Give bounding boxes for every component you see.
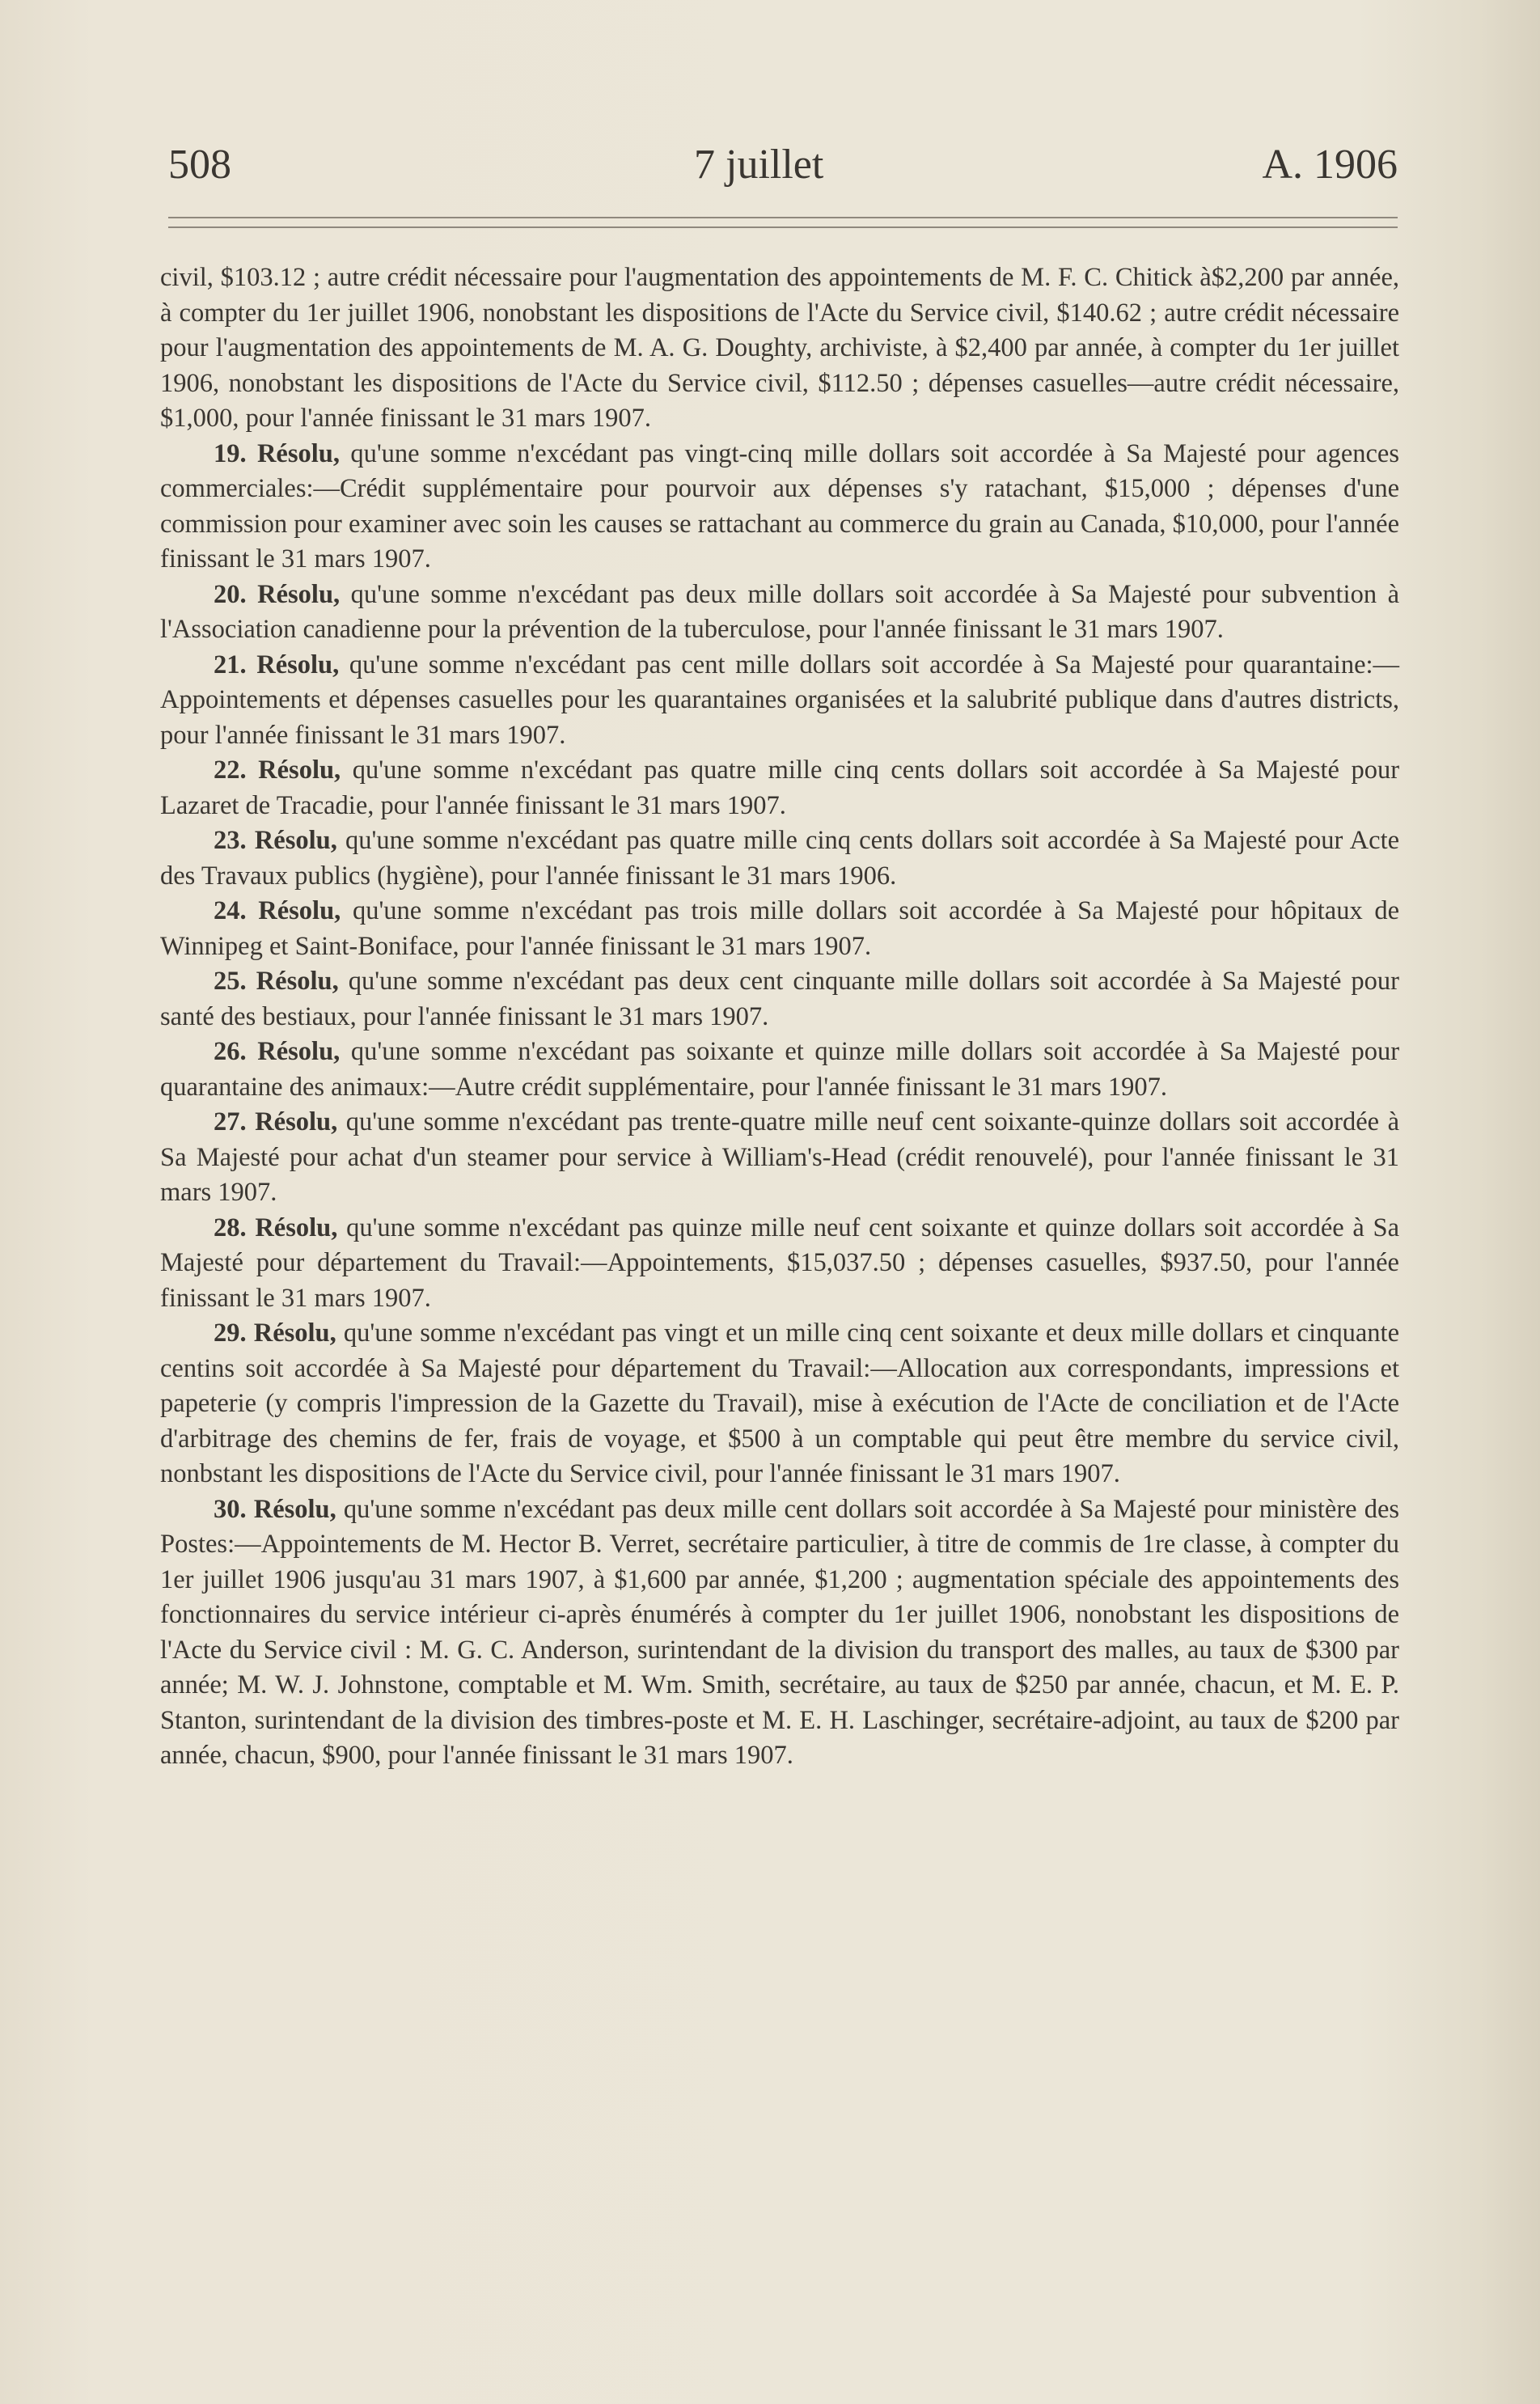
resolution-24 (160, 894, 1399, 964)
resolution-text: qu'une somme n'excédant pas quatre mille cinq cents dollars soit accordée à Sa Majesté pour Lazaret de Tracadie, pour l'année finissant le 31 mars 1907. (160, 755, 1400, 820)
resolution-27 (160, 1105, 1399, 1211)
resolution-text: qu'une somme n'excédant pas trente-quatre mille neuf cent soixante-quinze dollars soit accordée à Sa Majesté pour achat d'un steamer pour service à William's-Head (crédit renouvelé), pour l'année finissant le 31 mars 1907. (160, 1107, 1400, 1207)
resolution-20 (160, 578, 1399, 648)
resolution-keyword: Résolu, (256, 967, 339, 996)
page-number: 508 (168, 142, 231, 188)
resolution-text: qu'une somme n'excédant pas deux mille dollars soit accordée à Sa Majesté pour subvention à l'Association canadienne pour la prévention de la tuberculose, pour l'année finissant le 31 mars 1907. (160, 579, 1399, 644)
resolution-keyword: Résolu, (258, 896, 341, 925)
resolution-number: 27. (214, 1107, 247, 1136)
resolution-keyword: Résolu, (255, 1213, 338, 1242)
resolution-number: 29. (214, 1318, 247, 1348)
resolution-keyword: Résolu, (253, 1318, 336, 1348)
resolution-text: qu'une somme n'excédant pas cent mille dollars soit accordée à Sa Majesté pour quarantaine:—Appointements et dépenses casuelles pour les quarantaines organisées et la salubrité publique dans d'autres districts, pour l'année finissant le 31 mars 1907. (160, 650, 1400, 750)
paragraph-text: civil, $103.12 ; autre crédit nécessaire pour l'augmentation des appointements de M. F. C. Chitick à$2,200 par année, à compter du 1er juillet 1906, nonobstant les dispositions de l'Acte du Service civil, $140.62 ; autre crédit nécessaire pour l'augmentation des appointements de M. A. G. Doughty, archiviste, à $2,400 par année, à compter du 1er juillet 1906, nonobstant les dispositions de l'Acte du Service civil, $112.50 ; dépenses casuelles—autre crédit nécessaire, $1,000, pour l'année finissant le 31 mars 1907. (160, 263, 1399, 433)
resolution-text: qu'une somme n'excédant pas quatre mille cinq cents dollars soit accordée à Sa Majesté pour Acte des Travaux publics (hygiène), pour l'année finissant le 31 mars 1906. (160, 826, 1400, 891)
resolution-23 (160, 823, 1399, 894)
resolution-text: qu'une somme n'excédant pas vingt-cinq mille dollars soit accordée à Sa Majesté pour agences commerciales:—Crédit supplémentaire pour pourvoir aux dépenses s'y ratachant, $15,000 ; dépenses d'une commission pour examiner avec soin les causes se rattachant au commerce du grain au Canada, $10,000, pour l'année finissant le 31 mars 1907. (160, 438, 1400, 573)
resolution-keyword: Résolu, (257, 1037, 341, 1066)
resolution-number: 26. (214, 1037, 247, 1066)
resolution-keyword: Résolu, (253, 1494, 336, 1524)
resolution-text: qu'une somme n'excédant pas trois mille dollars soit accordée à Sa Majesté pour hôpitaux de Winnipeg et Saint-Boniface, pour l'année finissant le 31 mars 1907. (160, 896, 1400, 961)
resolution-number: 22. (214, 755, 247, 785)
resolution-number: 28. (214, 1213, 247, 1242)
resolution-number: 20. (214, 579, 247, 609)
resolution-number: 25. (214, 967, 247, 996)
resolution-keyword: Résolu, (254, 826, 337, 855)
page-header (168, 129, 1398, 194)
paragraph-continued (160, 260, 1399, 437)
resolution-28 (160, 1211, 1399, 1317)
resolution-text: qu'une somme n'excédant pas deux cent cinquante mille dollars soit accordée à Sa Majesté pour santé des bestiaux, pour l'année finissant le 31 mars 1907. (160, 967, 1400, 1031)
resolution-text: qu'une somme n'excédant pas vingt et un mille cinq cent soixante et deux mille dollars et cinquante centins soit accordée à Sa Majesté pour département du Travail:—Allocation aux correspondants, impressions et papeterie (y compris l'impression de la Gazette du Travail), mise à exécution de l'Acte de conciliation et de l'Acte d'arbitrage des chemins de fer, frais de voyage, et $500 à un comptable qui peut être membre du service civil, nonbstant les dispositions de l'Acte du Service civil, pour l'année finissant le 31 mars 1907. (160, 1318, 1400, 1488)
resolution-text: qu'une somme n'excédant pas quinze mille neuf cent soixante et quinze dollars soit accordée à Sa Majesté pour département du Travail:—Appointements, $15,037.50 ; dépenses casuelles, $937.50, pour l'année finissant le 31 mars 1907. (160, 1213, 1400, 1313)
resolution-number: 23. (214, 826, 247, 855)
resolution-29 (160, 1316, 1399, 1492)
resolution-keyword: Résolu, (256, 650, 340, 679)
resolution-number: 21. (214, 650, 247, 679)
resolution-22 (160, 753, 1399, 823)
resolution-number: 19. (214, 438, 247, 468)
resolution-25 (160, 964, 1399, 1035)
resolution-text: qu'une somme n'excédant pas soixante et quinze mille dollars soit accordée à Sa Majesté pour quarantaine des animaux:—Autre crédit supplémentaire, pour l'année finissant le 31 mars 1907. (160, 1037, 1400, 1102)
page-body (160, 260, 1399, 1774)
resolution-number: 30. (214, 1494, 247, 1524)
resolution-30 (160, 1492, 1399, 1774)
resolution-keyword: Résolu, (256, 438, 340, 468)
header-double-rule (168, 217, 1398, 228)
resolution-21 (160, 648, 1399, 754)
header-year: A. 1906 (1262, 142, 1398, 188)
resolution-19 (160, 437, 1399, 578)
resolution-keyword: Résolu, (258, 755, 341, 785)
resolution-number: 24. (214, 896, 247, 925)
resolution-text: qu'une somme n'excédant pas deux mille cent dollars soit accordée à Sa Majesté pour ministère des Postes:—Appointements de M. Hector B. Verret, secrétaire particulier, à titre de commis de 1re classe, à compter du 1er juillet 1906 jusqu'au 31 mars 1907, à $1,600 par année, $1,200 ; augmentation spéciale des appointements des fonctionnaires du service intérieur ci-après énumérés à compter du 1er juillet 1906, nonobstant les dispositions de l'Acte du Service civil : M. G. C. Anderson, surintendant de la division du transport des malles, au taux de $300 par année; M. W. J. Johnstone, comptable et M. Wm. Smith, secrétaire, au taux de $250 par année, chacun, et M. E. P. Stanton, surintendant de la division des timbres-poste et M. E. H. Laschinger, secrétaire-adjoint, au taux de $200 par année, chacun, $900, pour l'année finissant le 31 mars 1907. (160, 1494, 1400, 1770)
resolution-keyword: Résolu, (255, 1107, 338, 1136)
resolution-keyword: Résolu, (257, 579, 341, 609)
header-date: 7 juillet (694, 142, 824, 188)
resolution-26 (160, 1035, 1399, 1105)
